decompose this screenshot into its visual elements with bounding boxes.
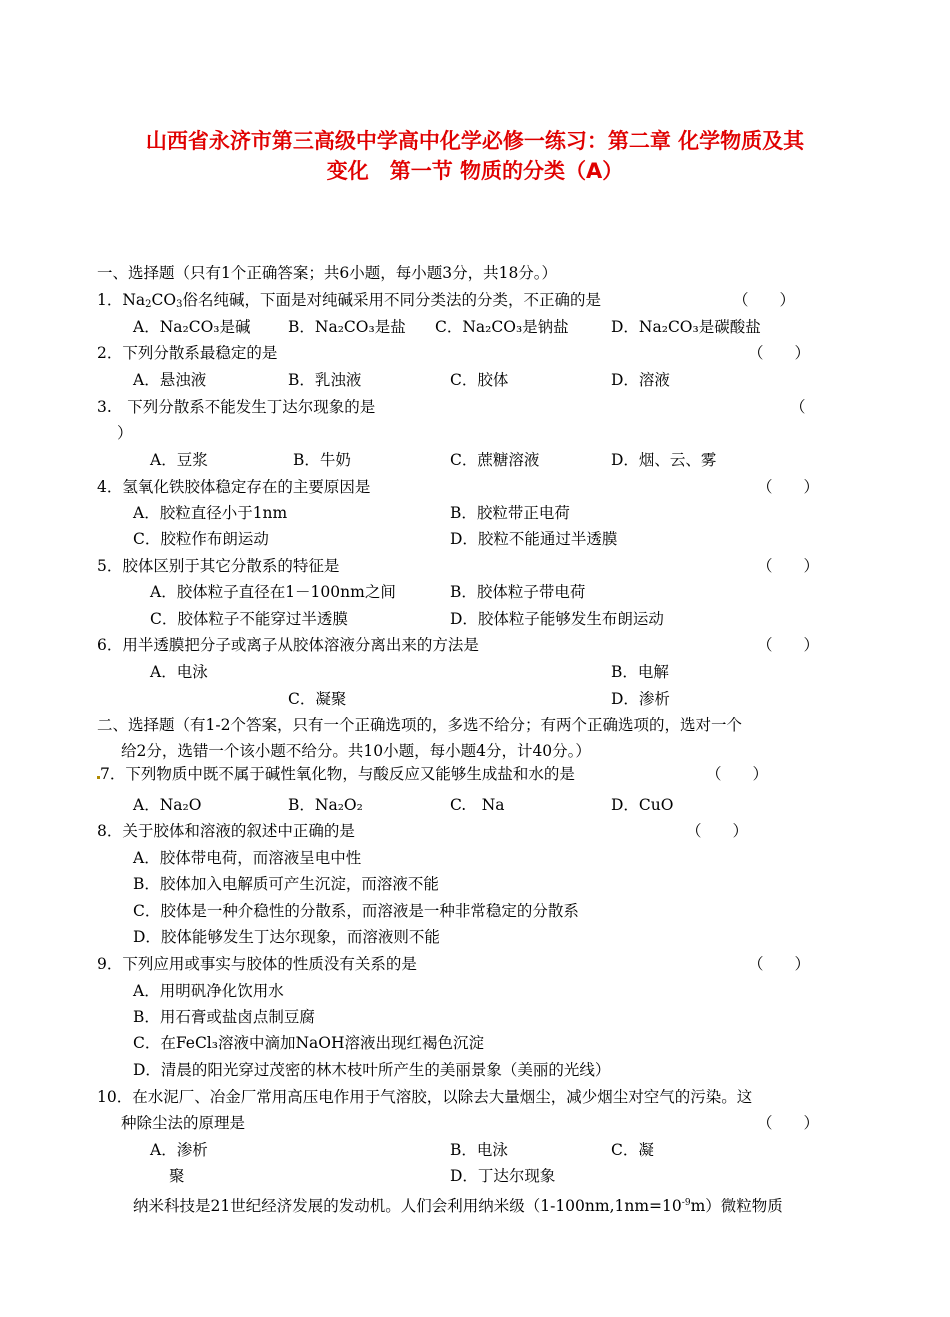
section-1-heading: 一、选择题（只有1个正确答案；共6小题，每小题3分，共18分。） xyxy=(97,264,558,282)
q2-option-d: D．溶液 xyxy=(611,371,670,389)
q2-option-b: B．乳浊液 xyxy=(288,371,362,389)
q9-option-b: B．用石膏或盐卤点制豆腐 xyxy=(133,1008,315,1026)
q6-option-c: C．凝聚 xyxy=(288,690,347,708)
q2-answer-blank: （ ） xyxy=(748,344,811,362)
q3-option-d: D．烟、云、雾 xyxy=(611,451,717,469)
q8-option-c: C．胶体是一种介稳性的分散系，而溶液是一种非常稳定的分散系 xyxy=(133,902,579,920)
section-2-heading-line-2: 给2分，选错一个该小题不给分。共10小题，每小题4分，计40分。） xyxy=(121,742,591,760)
q10-option-a: A．渗析 xyxy=(150,1141,208,1159)
section-2-heading-line-1: 二、选择题（有1-2个答案，只有一个正确选项的，多选不给分；有两个正确选项的，选对一个 xyxy=(97,716,742,734)
q1-answer-blank: （ ） xyxy=(733,291,796,309)
q7-option-a: A．Na₂O xyxy=(133,796,202,814)
q3-option-b: B．牛奶 xyxy=(293,451,351,469)
q8-option-a: A．胶体带电荷，而溶液呈电中性 xyxy=(133,849,362,867)
q8-answer-blank: （ ） xyxy=(686,822,749,840)
q1-option-d: D．Na₂CO₃是碳酸盐 xyxy=(611,318,761,336)
q3-option-a: A．豆浆 xyxy=(150,451,208,469)
q10-option-b: B．电泳 xyxy=(450,1141,508,1159)
q9-option-a: A．用明矾净化饮用水 xyxy=(133,982,284,1000)
q5-option-c: C．胶体粒子不能穿过半透膜 xyxy=(150,610,348,628)
q6-option-d: D．渗析 xyxy=(611,690,670,708)
q7-option-c: C. Na xyxy=(450,796,505,814)
q8-option-b: B．胶体加入电解质可产生沉淀，而溶液不能 xyxy=(133,875,439,893)
q4-stem: 4．氢氧化铁胶体稳定存在的主要原因是 xyxy=(97,478,371,496)
q4-answer-blank: （ ） xyxy=(757,478,820,496)
q1-stem: 1．$Na_2CO_3$俗名纯碱，下面是对纯碱采用不同分类法的分类，不正确的是 xyxy=(97,291,602,310)
q10-option-d: D．丁达尔现象 xyxy=(450,1167,556,1185)
q2-option-a: A．悬浊液 xyxy=(133,371,207,389)
q10-stem-line-1: 10．在水泥厂、冶金厂常用高压电作用于气溶胶，以除去大量烟尘，减少烟尘对空气的污染。这 xyxy=(97,1088,753,1106)
q3-option-c: C．蔗糖溶液 xyxy=(450,451,540,469)
q10-stem-line-2: 种除尘法的原理是 xyxy=(121,1114,246,1132)
q7-option-d: D．CuO xyxy=(611,796,674,814)
q9-answer-blank: （ ） xyxy=(748,955,811,973)
q1-option-c: C．Na₂CO₃是钠盐 xyxy=(435,318,569,336)
q8-option-d: D．胶体能够发生丁达尔现象，而溶液则不能 xyxy=(133,928,440,946)
q4-option-a: A．胶粒直径小于1nm xyxy=(133,504,288,522)
q2-stem: 2．下列分散系最稳定的是 xyxy=(97,344,278,362)
document-title-line-2: 变化 第一节 物质的分类（A） xyxy=(326,159,624,183)
q5-answer-blank: （ ） xyxy=(757,557,820,575)
q5-option-a: A．胶体粒子直径在1－100nm之间 xyxy=(150,583,396,601)
q6-stem: 6．用半透膜把分子或离子从胶体溶液分离出来的方法是 xyxy=(97,636,479,654)
q4-option-c: C．胶粒作布朗运动 xyxy=(133,530,269,548)
q10-option-c-part-1: C．凝 xyxy=(611,1141,654,1159)
q10-answer-blank: （ ） xyxy=(757,1114,820,1132)
q5-stem: 5．胶体区别于其它分散系的特征是 xyxy=(97,557,340,575)
q9-option-d: D．清晨的阳光穿过茂密的林木枝叶所产生的美丽景象（美丽的光线） xyxy=(133,1061,611,1079)
q4-option-b: B．胶粒带正电荷 xyxy=(450,504,570,522)
q3-stem: 3. 下列分散系不能发生丁达尔现象的是 xyxy=(97,398,376,416)
nano-tech-paragraph: 纳米科技是21世纪经济发展的发动机。人们会利用纳米级$(1-100nm,1nm=10^{-9}m)$微粒物质 xyxy=(133,1197,783,1215)
q9-stem: 9．下列应用或事实与胶体的性质没有关系的是 xyxy=(97,955,417,973)
document-title-line-1: 山西省永济市第三高级中学高中化学必修一练习：第二章 化学物质及其 xyxy=(145,129,805,153)
q7-stem: 7．下列物质中既不属于碱性氧化物，与酸反应又能够生成盐和水的是 xyxy=(100,765,575,783)
q8-stem: 8．关于胶体和溶液的叙述中正确的是 xyxy=(97,822,355,840)
q3-answer-blank-close: ） xyxy=(117,424,133,442)
q7-answer-blank: （ ） xyxy=(706,765,769,783)
q9-option-c: C．在FeCl₃溶液中滴加NaOH溶液出现红褐色沉淀 xyxy=(133,1034,484,1052)
q6-option-b: B．电解 xyxy=(611,663,669,681)
q1-option-b: B．Na₂CO₃是盐 xyxy=(288,318,406,336)
q2-option-c: C．胶体 xyxy=(450,371,509,389)
q7-option-b: B．Na₂O₂ xyxy=(288,796,363,814)
q10-option-c-part-2: 聚 xyxy=(169,1167,185,1185)
q6-answer-blank: （ ） xyxy=(757,636,820,654)
q5-option-d: D．胶体粒子能够发生布朗运动 xyxy=(450,610,664,628)
q4-option-d: D．胶粒不能通过半透膜 xyxy=(450,530,618,548)
q1-option-a: A．Na₂CO₃是碱 xyxy=(133,318,251,336)
q5-option-b: B．胶体粒子带电荷 xyxy=(450,583,586,601)
q3-answer-blank-open: （ xyxy=(790,398,806,416)
q6-option-a: A．电泳 xyxy=(150,663,208,681)
